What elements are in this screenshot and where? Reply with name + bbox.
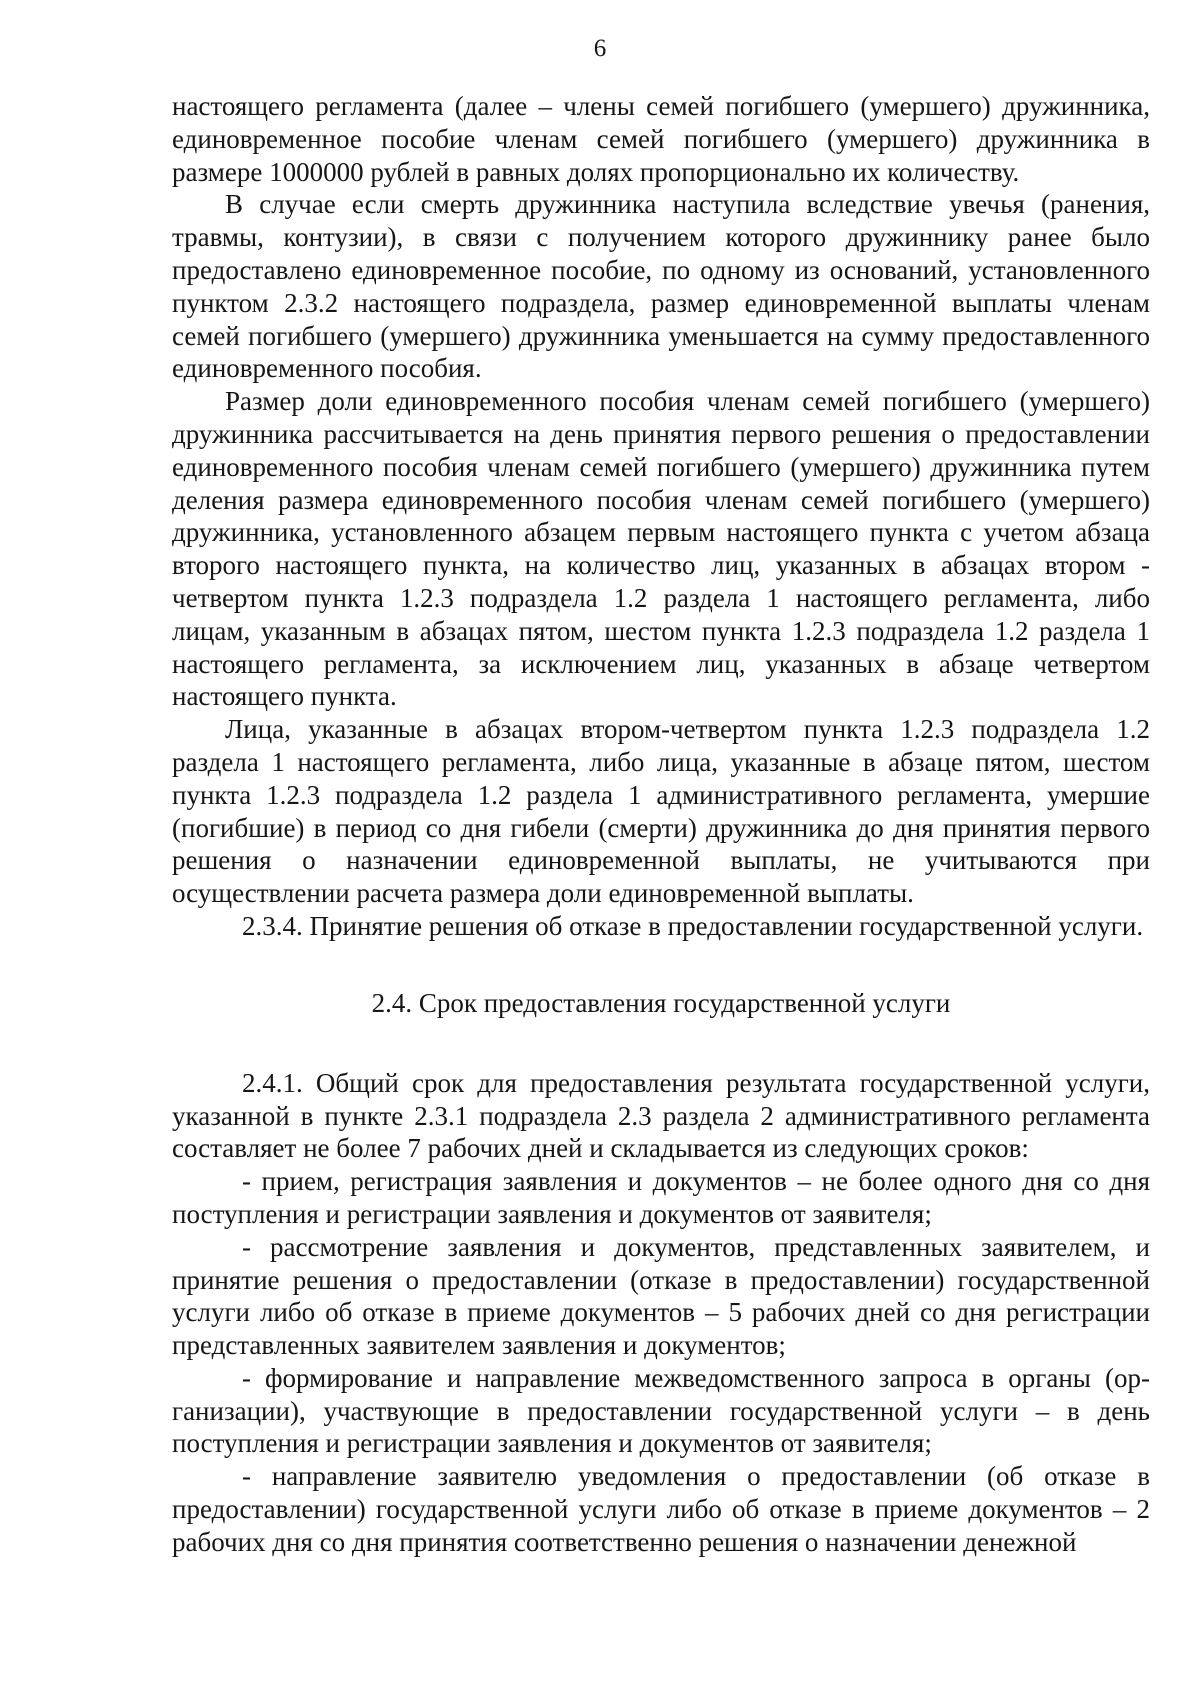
- paragraph: 2.3.4. Принятие решения об отказе в предоставлении государственной услуги.: [242, 910, 1144, 941]
- section-2-3-paragraphs: [172, 90, 1150, 943]
- paragraph: настоящего регламента (далее – члены семей погибшего (умершего) дружинника, единовременное пособие членам семей погибшего (умершего) дружинника в размере 1000000 рублей в равных долях пропорционально их количеству.: [172, 91, 1150, 187]
- paragraph: - направление заявителю уведомления о предоставлении (об отказе в предоставлении) государственной услуги либо об отказе в приеме документов – 2 рабочих дня со дня принятия соответственно решения о назначении денежной: [172, 1461, 1150, 1557]
- paragraph: - формирование и направление межведомственного запроса в органы (организации), участвующие в предоставлении государственной услуги – в день поступления и регистрации заявления и документов от заявителя;: [172, 1362, 1150, 1459]
- section-heading: 2.4. Срок предоставления государственной услуги: [371, 987, 951, 1018]
- document-body: [172, 90, 1150, 1559]
- page-number: 6: [593, 35, 607, 62]
- paragraph: 2.4.1. Общий срок для предоставления результата государственной услуги, указанной в пункте 2.3.1 подраздела 2.3 раздела 2 административного регламента составляет не более 7 рабочих дней и складывается из следующих сроков:: [172, 1067, 1150, 1164]
- paragraph: В случае если смерть дружинника наступила вследствие увечья (ранения, травмы, контузии), в связи с получением которого дружиннику ранее было предоставлено единовременное пособие, по одному из оснований, установленного пунктом 2.3.2 настоящего подраздела, размер единовременной выплаты членам семей погибшего (умершего) дружинника уменьшается на сумму предоставленного единовременного пособия.: [172, 189, 1150, 384]
- paragraph: Лица, указанные в абзацах втором-четвертом пункта 1.2.3 подраздела 1.2 раздела 1 настоящего регламента, либо лица, указанные в абзаце пятом, шестом пункта 1.2.3 подраздела 1.2 раздела 1 административного регламента, умершие (погибшие) в период со дня гибели (смерти) дружинника до дня принятия первого решения о назначении единовременной выплаты, не учитываются при осуществлении расчета размера доли единовременной выплаты.: [172, 714, 1150, 909]
- paragraph: - рассмотрение заявления и документов, представленных заявителем, и принятие решения о предоставлении (отказе в предоставлении) государственной услуги либо об отказе в приеме документов – 5 рабочих дней со дня регистрации представленных заявителем заявления и документов;: [172, 1231, 1150, 1361]
- paragraph: - прием, регистрация заявления и документов – не более одного дня со дня поступления и регистрации заявления и документов от заявителя;: [172, 1166, 1150, 1229]
- section-2-4-paragraphs: [172, 1067, 1150, 1559]
- paragraph: Размер доли единовременного пособия членам семей погибшего (умершего) дружинника рассчитывается на день принятия первого решения о предоставлении единовременного пособия членам семей погибшего (умершего) дружинника путем деления размера единовременного пособия членам семей погибшего (умершего) дружинника, установленного абзацем первым настоящего пункта с учетом абзаца второго настоящего пункта, на количество лиц, указанных в абзацах втором - четвертом пункта 1.2.3 подраздела 1.2 раздела 1 настоящего регламента, либо лицам, указанным в абзацах пятом, шестом пункта 1.2.3 подраздела 1.2 раздела 1 настоящего регламента, за исключением лиц, указанных в абзаце четвертом настоящего пункта.: [172, 386, 1150, 712]
